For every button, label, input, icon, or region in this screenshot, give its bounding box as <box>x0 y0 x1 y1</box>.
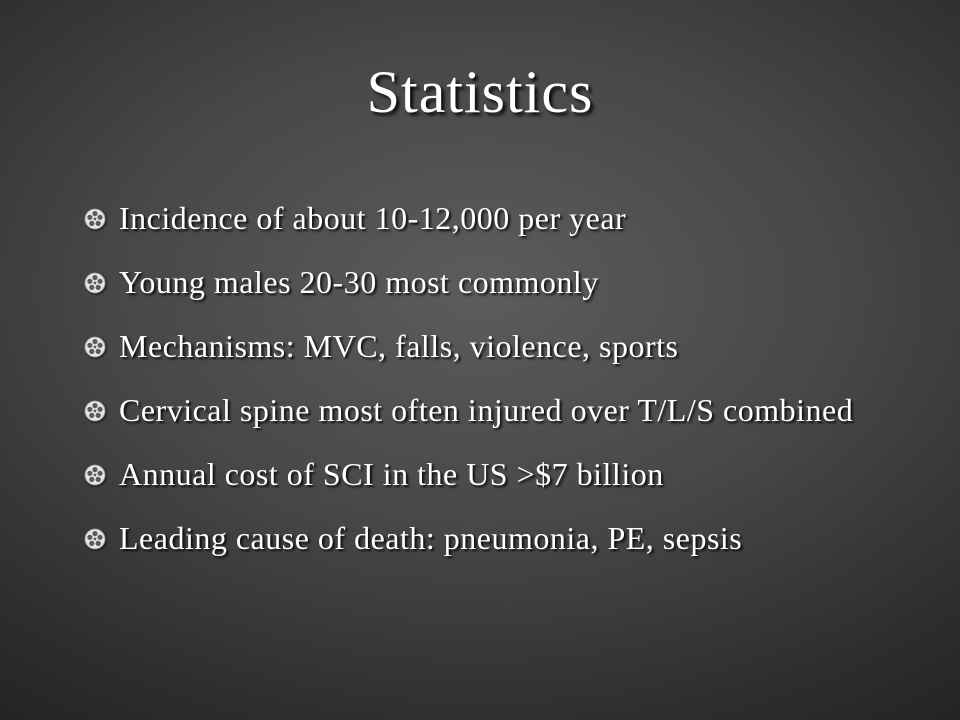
film-reel-icon <box>84 336 106 358</box>
film-reel-icon <box>84 272 106 294</box>
film-reel-icon <box>84 208 106 230</box>
bullet-item <box>84 390 904 430</box>
bullet-item <box>84 326 904 366</box>
bullet-text: Annual cost of SCI in the US >$7 billion <box>119 456 664 492</box>
bullet-item <box>84 518 904 558</box>
bullet-item <box>84 198 904 238</box>
bullet-text: Young males 20-30 most commonly <box>119 264 599 300</box>
bullet-item <box>84 454 904 494</box>
film-reel-icon <box>84 400 106 422</box>
bullet-text: Mechanisms: MVC, falls, violence, sports <box>119 328 679 364</box>
bullet-text: Cervical spine most often injured over T/L/S combined <box>119 392 854 428</box>
bullet-item <box>84 262 904 302</box>
bullet-list <box>84 198 904 582</box>
film-reel-icon <box>84 464 106 486</box>
film-reel-icon <box>84 528 106 550</box>
slide-title: Statistics <box>366 59 594 125</box>
bullet-text: Leading cause of death: pneumonia, PE, sepsis <box>119 520 743 556</box>
bullet-text: Incidence of about 10-12,000 per year <box>119 200 627 236</box>
